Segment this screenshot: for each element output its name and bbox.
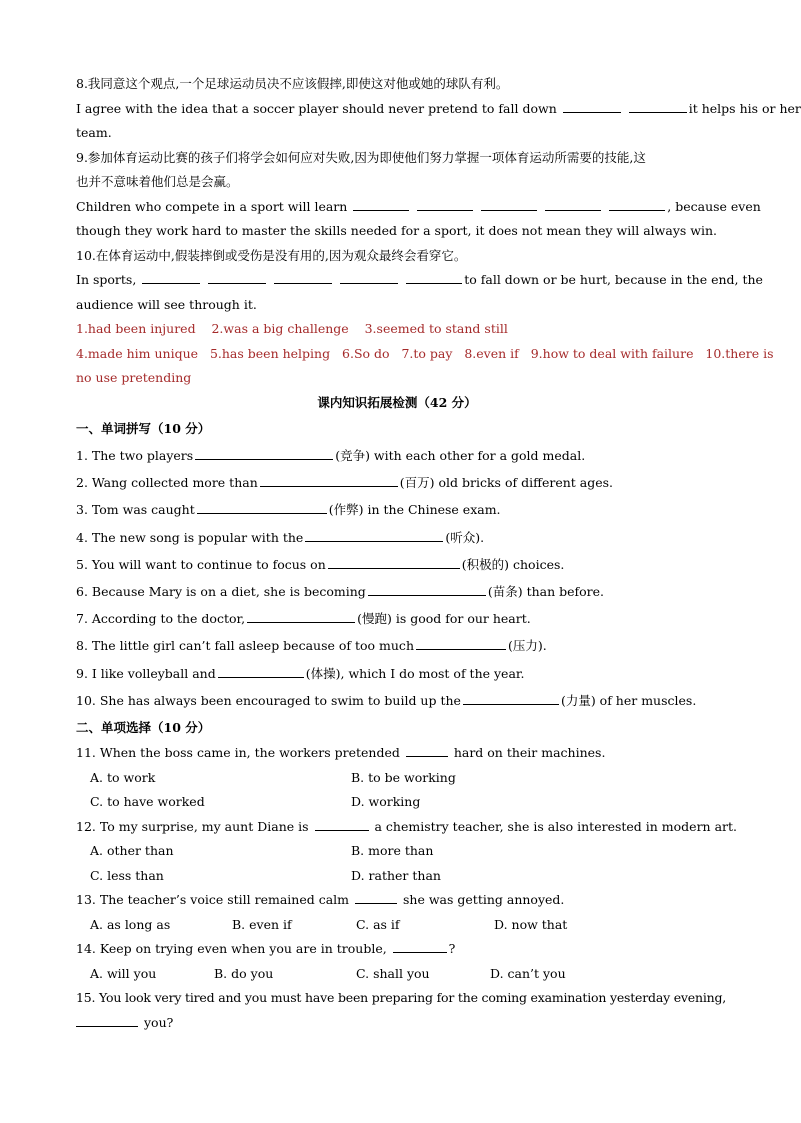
option-d[interactable]: D. working [351,794,421,810]
spelling-item: 9. I like volleyball and (体操), which I do most of the year. [76,660,718,687]
answer-blank[interactable] [353,196,409,211]
q11-stem: 11. When the boss came in, the workers pretended hard on their machines. [76,741,718,766]
chinese-hint: (苗条) [487,584,523,600]
chinese-hint: (作弊) [328,502,364,518]
answer-blank[interactable] [305,527,443,542]
item8-english-line1: I agree with the idea that a soccer player should never pretend to fall down it helps his or her [76,97,718,122]
spelling-item: 2. Wang collected more than (百万) old bricks of different ages. [76,469,718,496]
q15-stem-line1: 15. You look very tired and you must have been preparing for the coming examination yesterday evening, [76,990,727,1006]
q15-stem-line2: you? [76,1011,718,1036]
option-d[interactable]: D. rather than [351,867,441,883]
answer-blank[interactable] [463,690,559,705]
option-c[interactable]: C. to have worked [90,794,205,810]
item9-english-line1: Children who compete in a sport will learn , because even [76,195,718,220]
option-a[interactable]: A. other than [90,843,174,859]
q14-options [76,962,718,987]
answer-blank[interactable] [629,98,687,113]
spelling-item: 6. Because Mary is on a diet, she is becoming (苗条) than before. [76,578,718,605]
item8-english-line2: team. [76,125,112,140]
part2-heading: 二、单项选择（10 分） [76,720,211,736]
q13-options [76,913,718,938]
answer-key-line3: no use pretending [76,370,192,385]
answer-blank[interactable] [197,499,327,514]
answer-blank[interactable] [247,608,355,623]
option-a[interactable]: A. will you [90,965,157,981]
answer-blank[interactable] [355,889,397,904]
answer-blank[interactable] [368,581,486,596]
answer-blank[interactable] [218,663,304,678]
answer-blank[interactable] [328,554,460,569]
spelling-item: 7. According to the doctor, (慢跑) is good for our heart. [76,605,718,632]
chinese-hint: (竞争) [335,448,370,463]
answer-blank[interactable] [481,196,537,211]
spelling-item: 8. The little girl can’t fall asleep because of too much (压力). [76,632,718,659]
answer-blank[interactable] [393,938,447,953]
answer-key-line2: 4.made him unique 5.has been helping 6.So do 7.to pay 8.even if 9.how to deal with failure 10.there is [76,345,774,361]
item10-chinese: 10.在体育运动中,假装摔倒或受伤是没有用的,因为观众最终会看穿它。 [76,247,467,263]
option-d[interactable]: D. now that [494,916,568,932]
answer-blank[interactable] [260,472,398,487]
answer-blank[interactable] [545,196,601,211]
answer-blank[interactable] [406,269,462,284]
spelling-item: 5. You will want to continue to focus on (积极的) choices. [76,551,718,578]
option-b[interactable]: B. even if [232,916,292,932]
answer-blank[interactable] [340,269,398,284]
item10-english-line1: In sports, to fall down or be hurt, because in the end, the [76,268,718,293]
answer-blank[interactable] [563,98,621,113]
q12-stem: 12. To my surprise, my aunt Diane is a chemistry teacher, she is also interested in modern art. [76,815,718,840]
answer-blank[interactable] [416,635,506,650]
chinese-hint: (慢跑) [357,611,392,627]
chinese-hint: (力量) [560,692,596,708]
option-c[interactable]: C. less than [90,867,164,883]
answer-blank[interactable] [417,196,473,211]
answer-blank[interactable] [142,269,200,284]
chinese-hint: (百万) [399,475,435,491]
option-a[interactable]: A. to work [90,769,156,785]
q14-stem: 14. Keep on trying even when you are in trouble, ? [76,937,718,962]
section-title: 课内知识拓展检测（42 分） [317,394,477,410]
chinese-hint: (积极的) [461,556,510,572]
q12-options-row2 [76,864,718,889]
answer-key-line1: 1.had been injured 2.was a big challenge 3.seemed to stand still [76,321,508,336]
option-d[interactable]: D. can’t you [490,965,566,981]
q11-options-row1 [76,766,718,791]
option-c[interactable]: C. as if [356,916,400,932]
spelling-list [76,442,718,714]
answer-blank[interactable] [406,742,448,757]
item9-english-line2: though they work hard to master the skills needed for a sport, it does not mean they will always win. [76,223,717,238]
item9-chinese-line2: 也并不意味着他们总是会赢。 [76,174,239,189]
spelling-item: 1. The two players (竞争) with each other for a gold medal. [76,442,718,469]
q13-stem: 13. The teacher’s voice still remained calm she was getting annoyed. [76,888,718,913]
spelling-item: 4. The new song is popular with the (听众). [76,524,718,551]
q11-options-row2 [76,790,718,815]
chinese-hint: (压力) [508,638,543,654]
chinese-hint: (听众) [445,529,481,545]
option-a[interactable]: A. as long as [90,916,171,932]
answer-blank[interactable] [274,269,332,284]
item8-chinese: 8.我同意这个观点,一个足球运动员决不应该假摔,即使这对他或她的球队有利。 [76,76,509,91]
option-b[interactable]: B. do you [214,965,274,981]
part1-heading: 一、单词拼写（10 分） [76,421,211,436]
answer-blank[interactable] [208,269,266,284]
q12-options-row1 [76,839,718,864]
item10-english-line2: audience will see through it. [76,296,257,312]
answer-blank[interactable] [195,445,333,460]
spelling-item: 3. Tom was caught (作弊) in the Chinese exam. [76,496,718,523]
item9-chinese-line1: 9.参加体育运动比赛的孩子们将学会如何应对失败,因为即使他们努力掌握一项体育运动所需要的技能,这 [76,149,646,165]
worksheet-page [76,72,801,1035]
option-b[interactable]: B. more than [351,843,434,859]
answer-blank[interactable] [76,1012,138,1027]
option-b[interactable]: B. to be working [351,769,456,785]
spelling-item: 10. She has always been encouraged to swim to build up the (力量) of her muscles. [76,687,718,714]
answer-blank[interactable] [315,816,369,831]
chinese-hint: (体操) [305,665,341,681]
answer-blank[interactable] [609,196,665,211]
option-c[interactable]: C. shall you [356,965,430,981]
